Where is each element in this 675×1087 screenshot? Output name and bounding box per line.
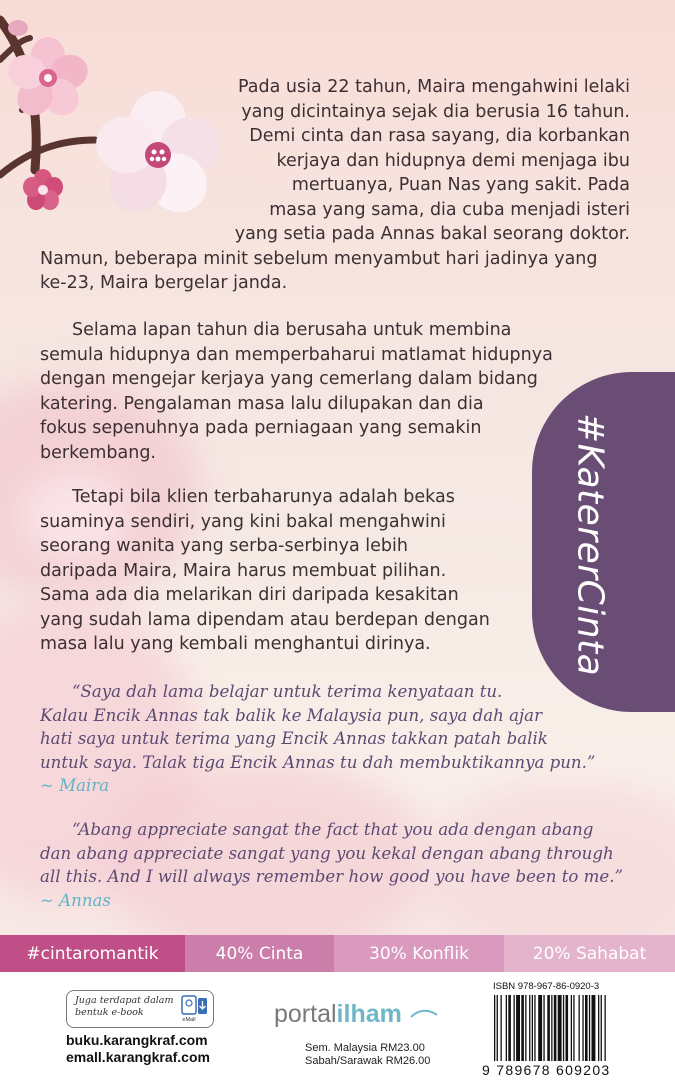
barcode-bar — [534, 995, 535, 1061]
text-line: daripada Maira, Maira harus membuat pilihan. — [40, 560, 447, 581]
barcode-bar — [538, 995, 542, 1061]
text-line: berkembang. — [40, 442, 156, 463]
ebook-notice-text — [75, 995, 173, 1018]
barcode-bar — [558, 995, 562, 1061]
tag-sahabat: 20% Sahabat — [504, 935, 675, 972]
emall-download-icon — [181, 995, 209, 1023]
barcode-bar — [501, 995, 502, 1061]
text-line: seorang wanita yang serba-serbinya lebih — [40, 536, 408, 556]
quote-attribution: ~ Annas — [40, 890, 111, 910]
isbn-barcode — [490, 995, 658, 1061]
barcode-bar — [525, 995, 526, 1061]
quote-line: hati saya untuk terima yang Encik Annas takkan patah balik — [40, 729, 548, 748]
isbn-barcode-digits: 9 789678 609203 — [482, 1062, 611, 1078]
barcode-bar — [494, 995, 495, 1061]
barcode-bar — [543, 995, 544, 1061]
text-line: masa lalu yang kembali menghantui dirinya. — [40, 634, 431, 654]
ebook-notice — [66, 990, 214, 1028]
text-line: Pada usia 22 tahun, Maira mengahwini lelaki — [238, 77, 630, 97]
quote-line: dan abang appreciate sangat yang you kekal dengan abang through — [40, 843, 614, 863]
text-line: ke-23, Maira bergelar janda. — [40, 273, 288, 293]
barcode-bar — [571, 995, 572, 1061]
text-line: yang sudah lama dipendam atau berdepan dengan — [40, 609, 490, 630]
isbn-label: ISBN 978-967-86-0920-3 — [493, 981, 600, 992]
barcode-bar — [547, 995, 550, 1061]
text-line: suaminya sendiri, yang kini bakal mengahwini — [40, 511, 446, 532]
footer — [0, 972, 675, 1087]
barcode-bar — [508, 995, 511, 1061]
quote-line: Kalau Encik Annas tak balik ke Malaysia pun, saya dah ajar — [40, 705, 543, 725]
hashtag-text: #KatererCinta — [569, 413, 611, 677]
quote-line: untuk saya. Talak tiga Encik Annas tu dah membuktikannya pun.” — [40, 752, 596, 772]
barcode-bar — [554, 995, 557, 1061]
text-line: Sama ada dia melarikan diri daripada kesakitan — [40, 585, 459, 605]
text-line: semula hidupnya dan memperbaharui matlamat hidupnya — [40, 344, 553, 365]
tag-cinta: 40% Cinta — [185, 935, 334, 972]
quote-attribution: ~ Maira — [40, 776, 110, 795]
text-line: masa yang sama, dia cuba menjadi isteri — [269, 199, 630, 220]
quote-annas — [40, 818, 623, 912]
barcode-bar — [529, 995, 530, 1061]
barcode-bar — [579, 995, 580, 1061]
price-peninsular: Sem. Malaysia RM23.00 — [305, 1042, 425, 1054]
tag-cintaromantik: #cintaromantik — [0, 935, 185, 972]
synopsis-paragraph-1 — [40, 75, 630, 296]
barcode-bar — [605, 995, 606, 1061]
quote-line: “Saya dah lama belajar untuk terima kenyataan tu. — [72, 682, 503, 701]
barcode-bar — [592, 995, 596, 1061]
logo-part-ilham: ilham — [336, 1000, 402, 1028]
portalilham-logo — [274, 1000, 439, 1029]
barcode-bar — [573, 995, 574, 1061]
text-line: Tetapi bila klien terbaharunya adalah bekas — [72, 487, 455, 507]
hashtag-title — [545, 410, 635, 680]
blossom-bud — [8, 20, 28, 36]
barcode-bar — [598, 995, 599, 1061]
ebook-line: bentuk e-book — [75, 1006, 144, 1018]
text-line: fokus sepenuhnya pada perniagaan yang semakin — [40, 418, 482, 438]
price-sabah-sarawak: Sabah/Sarawak RM26.00 — [305, 1055, 431, 1067]
text-line: yang dicintainya sejak dia berusia 16 tahun. — [241, 101, 630, 122]
text-line: dengan mengejar kerjaya yang cemerlang dalam bidang — [40, 369, 538, 389]
barcode-bar — [497, 995, 498, 1061]
barcode-bar — [582, 995, 583, 1061]
emall-icon-label: eMall — [182, 1017, 196, 1023]
barcode-bar — [532, 995, 533, 1061]
tag-bar — [0, 935, 675, 972]
text-line: mertuanya, Puan Nas yang sakit. Pada — [291, 175, 630, 195]
text-line: katering. Pengalaman masa lalu dilupakan dan dia — [40, 393, 484, 414]
synopsis-paragraph-3 — [40, 485, 540, 657]
barcode-bar — [585, 995, 588, 1061]
text-line: Demi cinta dan rasa sayang, dia korbankan — [249, 126, 630, 146]
barcode-bar — [566, 995, 569, 1061]
quote-maira — [40, 680, 595, 798]
tag-konflik: 30% Konflik — [334, 935, 504, 972]
barcode-bar — [589, 995, 590, 1061]
logo-part-portal: portal — [274, 1000, 337, 1028]
text-line: kerjaya dan hidupnya demi menjaga ibu — [276, 150, 630, 171]
barcode-bar — [551, 995, 552, 1061]
website-link-buku: buku.karangkraf.com — [66, 1032, 208, 1048]
text-line: Selama lapan tahun dia berusaha untuk membina — [72, 320, 512, 340]
barcode-bar — [516, 995, 520, 1061]
barcode-bar — [563, 995, 564, 1061]
quote-line: “Abang appreciate sangat the fact that you ada dengan abang — [72, 820, 594, 839]
barcode-bar — [601, 995, 602, 1061]
text-line: Namun, beberapa minit sebelum menyambut hari jadinya yang — [40, 248, 598, 269]
logo-swoosh-icon — [409, 1007, 439, 1023]
synopsis-paragraph-2 — [40, 318, 553, 465]
quote-line: all this. And I will always remember how good you have been to me.” — [40, 867, 623, 886]
barcode-bar — [514, 995, 515, 1061]
barcode-bar — [521, 995, 524, 1061]
ebook-line: Juga terdapat dalam — [75, 995, 174, 1006]
website-link-emall: emall.karangkraf.com — [66, 1049, 210, 1065]
text-line: yang setia pada Annas bakal seorang doktor. — [234, 224, 630, 244]
barcode-bar — [506, 995, 507, 1061]
